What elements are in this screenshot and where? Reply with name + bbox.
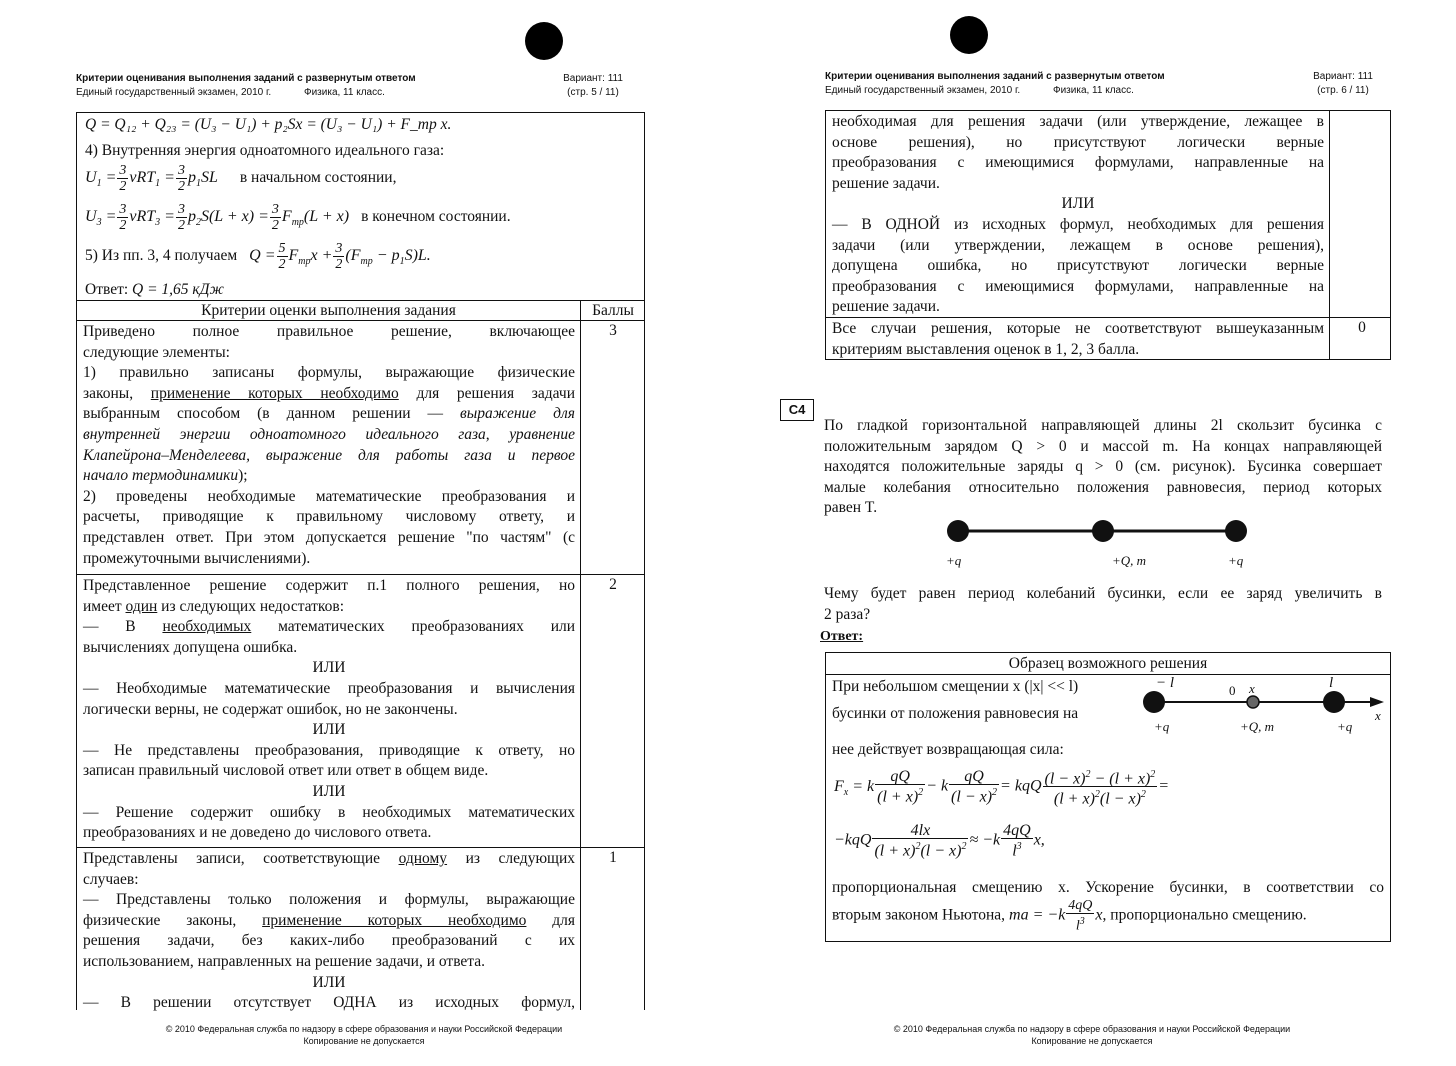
c3-line: 2) проведены необходимые математические преобразования и (83, 487, 575, 505)
equation-q: Q = Q₁₂ + Q₂₃ = (U₃ − U₁) + p₂Sx = (U₃ − U₁) + F_тр x. (85, 116, 452, 133)
c2-line: — Необходимые математические преобразования и вычисления (83, 679, 575, 697)
step-5-label: 5) Из пп. 3, 4 получаем (85, 247, 238, 265)
problem-line: По гладкой горизонтальной направляющей длины 2l скользит бусинка с (824, 417, 1382, 434)
c2-part: имеет (83, 597, 122, 615)
c3-part-italic: начало термодинамики (83, 467, 239, 485)
c3-line: Клапейрона–Менделеева, выражение для работы газа и первое (83, 446, 575, 464)
c1-line: преобразования с имеющимися формулами, направленные на (832, 277, 1324, 295)
c1-line: решения задачи, без каких-либо преобразований с их (83, 932, 575, 950)
newton-line: вторым законом Ньютона, ma = −k $\frac{4qQ}{l^3}$ x, пропорционально смещению. (832, 898, 1307, 934)
c2-line: — Не представлены преобразования, приводящие к ответу, но (83, 741, 575, 759)
c3-line (83, 384, 575, 405)
bead (1092, 520, 1114, 542)
row-divider (826, 317, 1390, 318)
label-left-charge: +q (946, 553, 962, 568)
label-right-charge: +q (1228, 553, 1244, 568)
c3-part-italic: выражение для (460, 405, 575, 423)
label-left-charge: +q (1154, 719, 1170, 734)
task-label: С4 (780, 399, 814, 421)
c1-part-underlined: одному (398, 850, 448, 867)
c3-line: следующие элементы: (83, 343, 230, 361)
footer-right (728, 1023, 1456, 1047)
c3-part-underlined: применение которых необходимо (150, 384, 399, 402)
c2-part: — В (83, 618, 136, 636)
label-axis-x: x (1375, 708, 1381, 723)
or-label: ИЛИ (312, 973, 346, 991)
c1-line: решение задачи. (832, 174, 940, 192)
equation-u1: $U_1$ = $\frac{3}{2}$ νRT$_1$ = $\frac{3}{2}$ $p_1SL$ в начальном состоянии, (85, 163, 397, 194)
criterion-1 (83, 849, 575, 1014)
c3-line: 1) правильно записаны формулы, выражающие физические (83, 364, 575, 382)
c3-line: промежуточными вычислениями). (83, 549, 311, 567)
answer-value: Q = 1,65 кДж (132, 281, 224, 298)
c0-line: критериям выставления оценок в 1, 2, 3 балла. (832, 340, 1140, 358)
criteria-table-left (76, 300, 645, 1010)
header-variant: Вариант: 111 (1313, 71, 1373, 82)
c2-part: математических преобразованиях или (278, 618, 576, 636)
c1-line: — Представлены только положения и формулы, выражающие (83, 891, 575, 909)
c3-line (83, 404, 575, 425)
question-text (824, 584, 1382, 625)
label-right-charge: +q (1337, 719, 1353, 734)
solution-header: Образец возможного решения (1008, 655, 1208, 672)
initial-state-label: в начальном состоянии, (239, 169, 397, 187)
c1-line (83, 849, 575, 870)
solution-line: бусинки от положения равновесия на (832, 705, 1079, 722)
footer-copyright: © 2010 Федеральная служба по надзору в сфере образования и науки Российской Федерации (165, 1024, 563, 1034)
bead-displaced (1247, 696, 1259, 708)
label-x: x (1249, 681, 1255, 696)
header-page: (стр. 6 / 11) (1317, 85, 1369, 96)
page-right (728, 0, 1456, 1066)
punch-hole (525, 22, 563, 60)
solution-part: вторым законом Ньютона, (832, 906, 1006, 924)
c1-line: допущена ошибка, но присутствуют логически верные (832, 257, 1324, 275)
header-title: Критерии оценивания выполнения заданий с развернутым ответом (76, 73, 416, 84)
charge-left (1143, 691, 1165, 713)
criterion-1-continued (832, 112, 1324, 318)
header-right (1298, 70, 1388, 98)
c1-line: преобразования с имеющимися формулами, направленные на (832, 154, 1324, 172)
equation-u3: $U_3$ = $\frac{3}{2}$ νRT$_3$ = $\frac{3}{2}$ $p_2S(L + x)$ = $\frac{3}{2}$ $F_{тр}(L + x)$ в конечном состоянии. (85, 202, 511, 233)
footer-notice: Копирование не допускается (303, 1036, 425, 1046)
footer-notice: Копирование не допускается (1031, 1036, 1153, 1046)
c1-part-underlined: применение которых необходимо (262, 911, 527, 929)
c1-line: основе решения), но присутствуют логически верные (832, 133, 1324, 151)
score-1: 1 (609, 849, 617, 866)
c2-line (83, 617, 575, 638)
question-line: 2 раза? (824, 605, 871, 623)
c2-line: записан правильный числовой ответ или ответ в общем виде. (83, 762, 489, 780)
c1-line: использованием, направленных на решение задачи, и ответа. (83, 952, 486, 970)
label-l: l (1329, 675, 1334, 691)
c2-part-underlined: один (125, 597, 158, 615)
solution-box-left (76, 112, 645, 300)
solution-box (825, 652, 1391, 942)
c2-part-underlined: необходимых (162, 618, 252, 636)
c3-part: для решения задачи (416, 384, 575, 402)
c1-part: для (552, 911, 576, 929)
c1-line: — В решении отсутствует ОДНА из исходных формул, (83, 994, 575, 1012)
c1-line: — В ОДНОЙ из исходных формул, необходимых для решения (832, 215, 1324, 233)
figure-charges (928, 512, 1258, 552)
c2-part: из следующих недостатков: (161, 597, 345, 615)
c3-line: внутренней энергии одноатомного идеального газа, уравнение (83, 425, 575, 443)
header-page: (стр. 5 / 11) (567, 87, 619, 98)
answer-label: Ответ: (820, 629, 864, 644)
problem-text (824, 416, 1382, 519)
question-line: Чему будет равен период колебаний бусинки, если ее заряд увеличить в (824, 585, 1382, 602)
header-left (825, 70, 1165, 98)
score-2: 2 (609, 576, 617, 593)
answer (85, 280, 224, 301)
solution-part: , пропорционально смещению. (1102, 906, 1307, 924)
solution-line: пропорциональная смещению x. Ускорение бусинки, в соответствии со (832, 879, 1384, 896)
label-minus-l: − l (1156, 675, 1175, 691)
charge-right (1225, 520, 1247, 542)
c1-line (83, 911, 575, 932)
header-exam: Единый государственный экзамен, 2010 г. (825, 85, 1021, 96)
c2-line: Представленное решение содержит п.1 полного решения, но (83, 577, 575, 594)
criteria-header: Критерии оценки выполнения задания (201, 302, 456, 319)
axis-arrow (1370, 697, 1384, 707)
row-divider (77, 847, 644, 848)
criterion-2 (83, 576, 575, 844)
solution-line: При небольшом смещении x (|x| << l) (832, 678, 1079, 695)
c3-part: ); (238, 467, 248, 485)
c0-line: Все случаи решения, которые не соответствуют вышеуказанным (832, 320, 1324, 337)
score-0: 0 (1358, 319, 1366, 336)
c1-line: решение задачи. (832, 298, 940, 316)
c1-part: физические законы, (83, 911, 237, 929)
c3-part: законы, (83, 384, 134, 402)
c1-line: случаев: (83, 870, 139, 888)
c1-part: Представлены записи, соответствующие (83, 850, 381, 867)
solution-line: нее действует возвращающая сила: (832, 741, 1064, 758)
header-title: Критерии оценивания выполнения заданий с развернутым ответом (825, 71, 1165, 82)
column-divider (1329, 111, 1330, 359)
header-exam: Единый государственный экзамен, 2010 г. (76, 87, 272, 98)
label-zero: 0 (1229, 683, 1236, 698)
c3-line: расчеты, приводящие к правильному числовому ответу, и (83, 508, 575, 526)
header-subject: Физика, 11 класс. (1052, 85, 1134, 96)
or-label: ИЛИ (312, 721, 346, 739)
c2-line: преобразованиях и не доведено до числового ответа. (83, 824, 432, 842)
score-3: 3 (609, 322, 617, 339)
or-label: ИЛИ (1061, 195, 1095, 213)
problem-line: равен T. (824, 499, 878, 517)
column-divider (580, 301, 581, 1010)
c2-line (83, 597, 575, 618)
footer-left (0, 1023, 728, 1047)
problem-line: малые колебания относительно положения равновесия, период которых (824, 478, 1382, 496)
c3-line: Приведено полное правильное решение, включающее (83, 323, 575, 340)
c2-line: логически верны, не содержат ошибок, но не закончены. (83, 700, 458, 718)
row-divider (77, 574, 644, 575)
row-divider (77, 320, 644, 321)
header-left (76, 72, 416, 100)
c2-line: вычислениях допущена ошибка. (83, 638, 298, 656)
c2-line: — Решение содержит ошибку в необходимых математических (83, 803, 575, 821)
step-5: 5) Из пп. 3, 4 получаем Q = $\frac{5}{2}$ $F_{тр}x$ + $\frac{3}{2}$ $(F_{тр} - p_1S)L$. (85, 241, 431, 272)
c1-line: задачи (или утверждении, лежащем в основе решения), (832, 236, 1324, 254)
charge-right (1323, 691, 1345, 713)
points-header: Баллы (592, 302, 634, 319)
charge-left (947, 520, 969, 542)
header-variant: Вариант: 111 (563, 73, 623, 84)
force-formula-2: −kqQ $\frac{4lx}{(l + x)^2(l - x)^2}$ ≈ −k $\frac{4qQ}{l^3}$ x, (834, 822, 1045, 860)
footer-copyright: © 2010 Федеральная служба по надзору в сфере образования и науки Российской Федерации (893, 1024, 1291, 1034)
row-divider (826, 674, 1390, 675)
or-label: ИЛИ (312, 659, 346, 677)
punch-hole (950, 16, 988, 54)
c3-part: выбранным способом (в данном решении — (83, 405, 444, 423)
header-subject: Физика, 11 класс. (303, 87, 385, 98)
criterion-0 (832, 319, 1324, 360)
answer-prefix: Ответ: (85, 281, 129, 298)
c3-line: представлен ответ. При этом допускается решение "по частям" (с (83, 528, 575, 546)
c3-line (83, 466, 575, 487)
label-bead: +Q, m (1112, 553, 1147, 568)
or-label: ИЛИ (312, 782, 346, 800)
label-bead: +Q, m (1240, 719, 1275, 734)
problem-line: находятся положительные заряды q > 0 (см. рисунок). Бусинка совершает (824, 458, 1382, 476)
criterion-3 (83, 322, 575, 569)
header-right (548, 72, 638, 100)
step-4: 4) Внутренняя энергия одноатомного идеального газа: (85, 142, 445, 159)
c1-part: из следующих (465, 850, 575, 867)
c1-line: необходимая для решения задачи (или утверждение, лежащее в (832, 113, 1324, 130)
final-state-label: в конечном состоянии. (361, 208, 511, 226)
force-formula: $F_x = k$ $\frac{qQ}{(l + x)^2}$ − k $\frac{qQ}{(l - x)^2}$ = kqQ $\frac{(l - x)^2 - (l + x)^2}{(l + x)^2(l - x)^2}$ = (834, 768, 1170, 808)
criteria-table-right (825, 110, 1391, 360)
problem-line: положительным зарядом Q > 0 и массой m. На концах направляющей (824, 437, 1382, 455)
